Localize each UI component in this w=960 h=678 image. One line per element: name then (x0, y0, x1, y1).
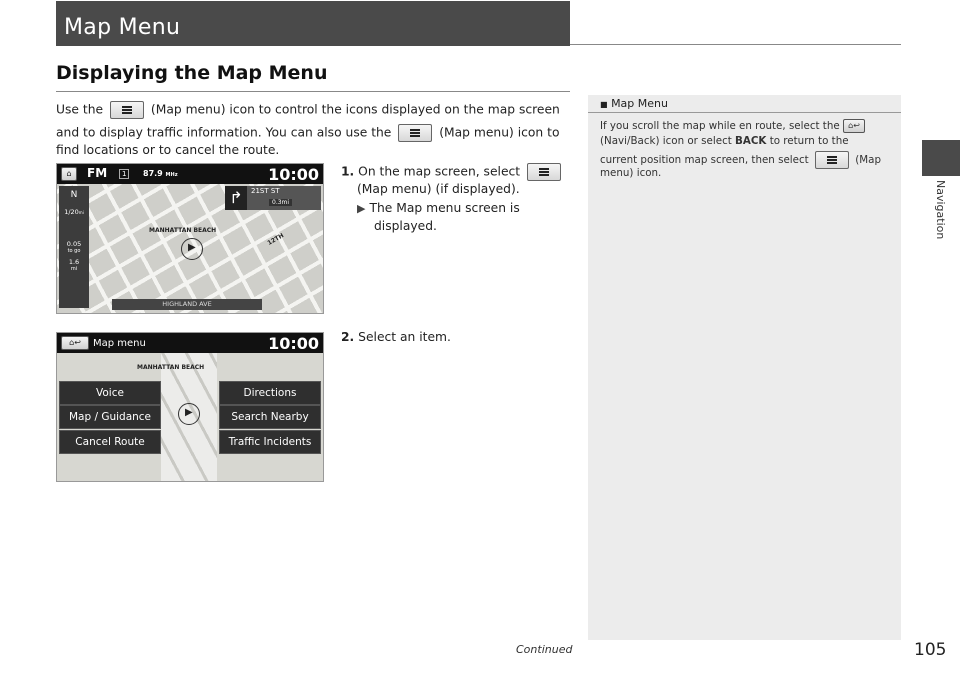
arrow-right-icon: ▶ (357, 202, 366, 215)
map-menu-icon (398, 124, 432, 142)
note-divider (588, 112, 901, 113)
next-distance: 0.3mi (269, 199, 292, 206)
step-text: Select an item. (358, 330, 451, 344)
search-nearby-button[interactable]: Search Nearby (219, 405, 321, 429)
map-menu-icon (110, 101, 144, 119)
note-line-4: menu) icon. (600, 167, 662, 179)
eta-value: 0.05 (66, 240, 82, 248)
note-text: to return to the (769, 135, 849, 147)
note-box (588, 95, 901, 640)
radio-frequency (143, 169, 178, 178)
vehicle-position-icon (181, 238, 203, 260)
note-line-2 (600, 135, 849, 147)
next-street: 21ST ST (251, 187, 280, 195)
navi-back-icon: ⌂ (61, 167, 77, 181)
chapter-tab (922, 140, 960, 176)
menu-title: Map menu (93, 338, 146, 349)
status-bar (57, 164, 323, 184)
map-menu-icon (527, 163, 561, 181)
reference-icon: ■ (600, 100, 608, 109)
note-text: current position map screen, then select (600, 154, 809, 166)
directions-button[interactable]: Directions (219, 381, 321, 405)
intro-text: (Map menu) icon to (439, 125, 560, 140)
eta-label: to go (67, 248, 81, 254)
intro-line-2 (56, 124, 559, 142)
section-heading: Displaying the Map Menu (56, 62, 328, 84)
frequency-value: 87.9 (143, 169, 163, 178)
intro-line-1 (56, 101, 560, 119)
city-label: MANHATTAN BEACH (149, 227, 217, 234)
voice-button[interactable]: Voice (59, 381, 161, 405)
chapter-title-bar (56, 1, 570, 46)
radio-band: FM (87, 166, 108, 180)
chapter-tab-label: Navigation (934, 180, 947, 240)
scale-value: 1/20 (64, 208, 79, 216)
navi-back-icon: ⌂↩ (61, 336, 89, 350)
map-screen-screenshot (56, 163, 324, 314)
note-bold-text: BACK (735, 135, 767, 147)
step-number: 1. (341, 164, 355, 179)
compass: N (70, 190, 78, 200)
map-menu-screenshot (56, 332, 324, 482)
map-side-panel (59, 186, 89, 308)
scale-unit: mi (78, 210, 84, 215)
page-number: 105 (914, 640, 947, 660)
map-menu-icon (815, 151, 849, 169)
distance-unit: mi (70, 266, 78, 272)
clock: 10:00 (268, 334, 319, 353)
step-text: On the map screen, select (358, 164, 521, 179)
note-line-1 (600, 119, 865, 133)
page-title: Map Menu (64, 15, 181, 40)
section-divider (56, 91, 570, 92)
current-street: HIGHLAND AVE (112, 299, 262, 310)
intro-text: and to display traffic information. You can also use the (56, 125, 392, 140)
city-label: MANHATTAN BEACH (137, 364, 205, 371)
note-text: (Navi/Back) icon or select (600, 135, 732, 147)
map-scale (59, 208, 89, 216)
step-1-cont: (Map menu) (if displayed). (357, 182, 520, 196)
vehicle-position-icon (178, 403, 200, 425)
continued-label: Continued (516, 643, 573, 656)
step-number: 2. (341, 330, 355, 344)
navi-back-icon: ⌂↩ (843, 119, 865, 133)
frequency-unit: MHz (165, 172, 178, 178)
note-text: (Map (855, 154, 882, 166)
cancel-route-button[interactable]: Cancel Route (59, 430, 161, 454)
map-guidance-button[interactable]: Map / Guidance (59, 405, 161, 429)
note-title (600, 97, 668, 110)
intro-text: Use the (56, 102, 104, 117)
step-result-text: The Map menu screen is (369, 201, 520, 215)
intro-text: (Map menu) icon to control the icons displayed on the map screen (150, 102, 560, 117)
step-1 (341, 163, 564, 181)
step-1-result-cont: displayed. (374, 219, 437, 233)
title-divider (570, 44, 901, 45)
note-title-text: Map Menu (611, 97, 668, 110)
clock: 10:00 (268, 165, 319, 184)
intro-line-3: find locations or to cancel the route. (56, 143, 280, 157)
next-turn-panel (225, 186, 321, 210)
radio-preset: 1 (119, 169, 129, 179)
traffic-incidents-button[interactable]: Traffic Incidents (219, 430, 321, 454)
step-1-result (357, 201, 520, 215)
turn-right-icon: ↱ (225, 186, 247, 210)
step-2 (341, 330, 451, 344)
note-text: If you scroll the map while en route, select the (600, 120, 840, 132)
road-label: 12TH (266, 232, 286, 247)
status-bar (57, 333, 323, 353)
distance-value: 1.6 (68, 258, 80, 266)
